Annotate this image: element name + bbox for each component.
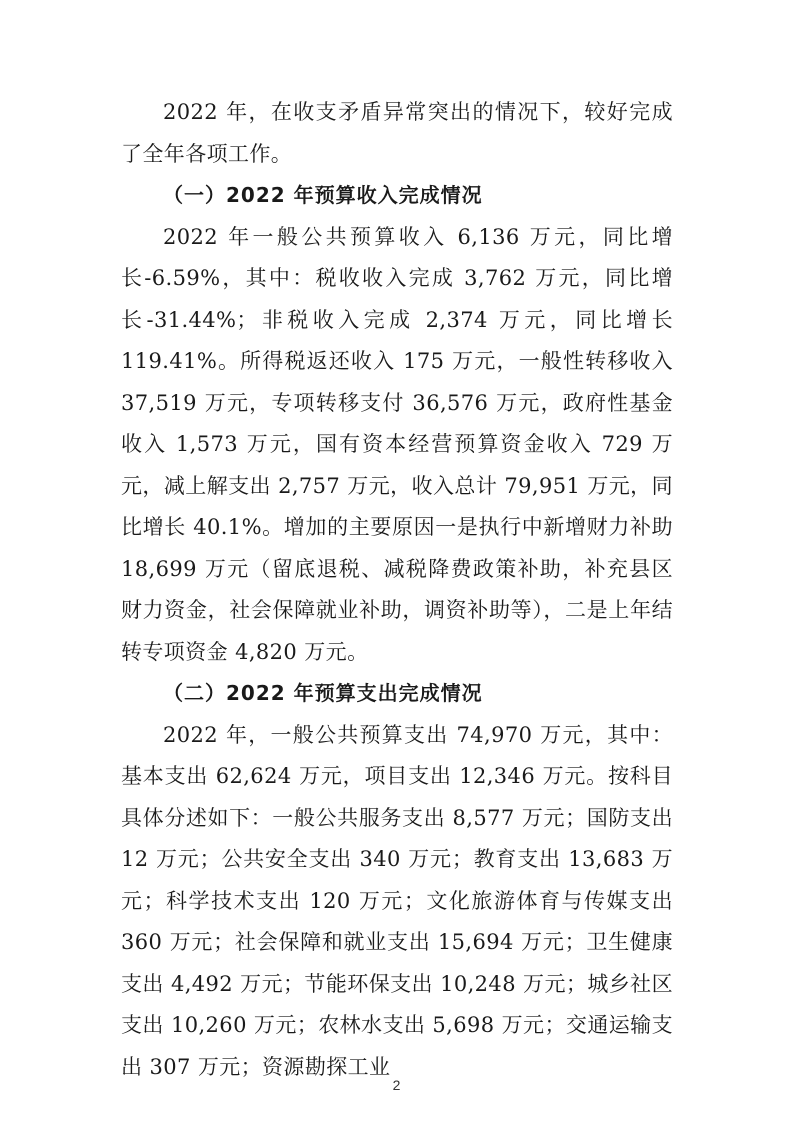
expenditure-paragraph: 2022 年，一般公共预算支出 74,970 万元，其中：基本支出 62,624 万元，项目支出 12,346 万元。按科目具体分述如下：一般公共服务支出 8,577 万元；国防支出 12 万元；公共安全支出 340 万元；教育支出 13,683 万元；科学技术支出 120 万元；文化旅游体育与传媒支出 360 万元；社会保障和就业支出 15,694 万元；卫生健康支出 4,492 万元；节能环保支出 10,248 万元；城乡社区支出 10,260 万元；农林水支出 5,698 万元；交通运输支出 307 万元；资源勘探工业 [121,722,673,1079]
section-heading-revenue: （一）2022 年预算收入完成情况 [163,183,483,207]
page-number: 2 [392,1077,401,1093]
document-body [121,92,673,1088]
intro-paragraph: 2022 年，在收支矛盾异常突出的情况下，较好完成了全年各项工作。 [121,100,673,166]
section-heading-expenditure: （二）2022 年预算支出完成情况 [163,681,483,705]
revenue-paragraph: 2022 年一般公共预算收入 6,136 万元，同比增长-6.59%，其中：税收收入完成 3,762 万元，同比增长-31.44%；非税收入完成 2,374 万元，同比增长 119.41%。所得税返还收入 175 万元，一般性转移收入 37,519 万元，专项转移支付 36,576 万元，政府性基金收入 1,573 万元，国有资本经营预算资金收入 729 万元，减上解支出 2,757 万元，收入总计 79,951 万元，同比增长 40.1%。增加的主要原因一是执行中新增财力补助 18,699 万元（留底退税、减税降费政策补助，补充县区财力资金，社会保障就业补助，调资补助等），二是上年结转专项资金 4,820 万元。 [121,224,673,664]
